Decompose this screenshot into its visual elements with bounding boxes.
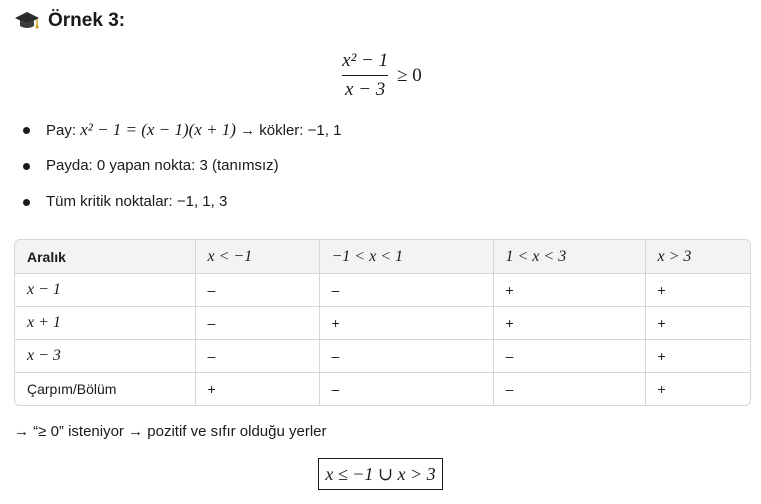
- fraction-denominator: x − 3: [342, 75, 388, 101]
- sign-cell: +: [195, 373, 319, 406]
- sign-cell: +: [319, 307, 493, 340]
- graduation-cap-icon: [14, 10, 40, 32]
- table-row: [15, 307, 750, 340]
- fraction: [339, 50, 391, 101]
- sign-table: [14, 239, 751, 406]
- example-title: Örnek 3:: [48, 10, 126, 31]
- sign-cell: –: [195, 340, 319, 373]
- sign-cell: –: [319, 274, 493, 307]
- factorization-math: x² − 1 = (x − 1)(x + 1): [80, 120, 236, 139]
- answer-row: [0, 458, 761, 490]
- sign-cell: +: [493, 307, 645, 340]
- table-header-row: [15, 240, 750, 274]
- header-cell: x > 3: [645, 240, 750, 274]
- list-item: [20, 116, 341, 152]
- header-cell: Aralık: [15, 240, 195, 274]
- analysis-list: [20, 116, 341, 224]
- header-cell: 1 < x < 3: [493, 240, 645, 274]
- critical-points-text: Tüm kritik noktalar: −1, 1, 3: [46, 193, 228, 210]
- fraction-numerator: x² − 1: [342, 50, 389, 71]
- denominator-text: Payda: 0 yapan nokta: 3 (tanımsız): [46, 157, 279, 174]
- table-row: [15, 373, 750, 406]
- sign-cell: +: [645, 340, 750, 373]
- sign-cell: –: [493, 340, 645, 373]
- table-row: [15, 340, 750, 373]
- roots-text: → kökler: −1, 1: [240, 122, 342, 139]
- sign-cell: –: [319, 373, 493, 406]
- row-label: Çarpım/Bölüm: [15, 373, 195, 406]
- row-label: x − 3: [15, 340, 195, 373]
- list-item: [20, 152, 341, 188]
- table-row: [15, 274, 750, 307]
- example-heading: [14, 9, 125, 33]
- sign-cell: +: [657, 381, 666, 397]
- row-label: x + 1: [15, 307, 195, 340]
- sign-cell: –: [195, 307, 319, 340]
- numerator-label: Pay:: [46, 122, 77, 139]
- sign-cell: –: [319, 340, 493, 373]
- conclusion-text: → “≥ 0” isteniyor → pozitif ve sıfır olduğu yerler: [14, 423, 327, 440]
- sign-cell: +: [645, 274, 750, 307]
- sign-cell: +: [645, 307, 750, 340]
- header-cell: −1 < x < 1: [319, 240, 493, 274]
- boxed-answer: x ≤ −1 ∪ x > 3: [318, 458, 442, 490]
- list-item: [20, 188, 341, 224]
- inequality-relation: ≥ 0: [397, 64, 422, 86]
- sign-cell: –: [493, 373, 645, 406]
- main-inequality: [0, 50, 761, 101]
- row-label: x − 1: [15, 274, 195, 307]
- sign-cell: +: [493, 274, 645, 307]
- sign-cell: –: [195, 274, 319, 307]
- header-cell: x < −1: [195, 240, 319, 274]
